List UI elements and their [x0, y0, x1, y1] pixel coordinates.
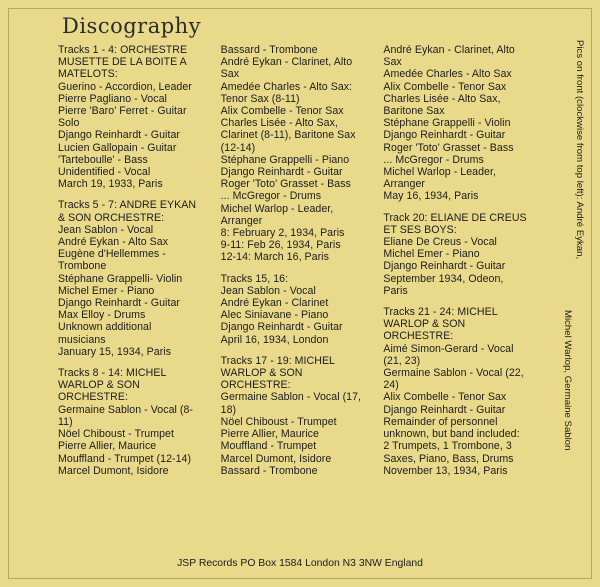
credit-line: Alix Combelle - Tenor Sax	[220, 105, 344, 118]
credit-line: Alec Siniavane - Piano	[220, 309, 329, 322]
credit-line: Sax	[383, 56, 402, 69]
credit-line: 2 Trumpets, 1 Trombone, 3	[383, 440, 512, 453]
credit-line: musicians	[58, 333, 106, 346]
credit-line: Django Reinhardt - Guitar	[220, 166, 343, 179]
credit-line: Bassard - Trombone	[220, 44, 318, 56]
credit-line: Roger 'Toto' Grasset - Bass	[383, 141, 514, 154]
credit-line: (12-14)	[220, 141, 256, 154]
credit-line: Jean Sablon - Vocal	[220, 284, 316, 297]
discography-column	[58, 44, 211, 549]
credit-line: Marcel Dumont, Isidore	[220, 452, 332, 465]
credit-line: 18)	[220, 403, 237, 416]
credit-line: Aimé Simon-Gerard - Vocal	[383, 342, 514, 355]
credit-line: MATELOTS:	[58, 68, 118, 81]
credit-line: January 15, 1934, Paris	[58, 345, 172, 358]
credit-line: Michel Warlop - Leader,	[383, 166, 496, 179]
credit-line: Mouffland - Trumpet	[220, 440, 317, 453]
credit-line: ... McGregor - Drums	[383, 153, 484, 166]
credit-line: Lucien Gallopain - Guitar	[58, 141, 177, 154]
credit-line: Tracks 1 - 4: ORCHESTRE	[58, 44, 188, 56]
credit-line: WARLOP & SON	[220, 367, 303, 380]
credit-line: 24)	[383, 379, 399, 392]
credit-line: Mouffland - Trumpet (12-14)	[58, 452, 192, 465]
credit-line: 12-14: March 16, Paris	[220, 251, 329, 264]
credit-line: WARLOP & SON	[383, 318, 466, 331]
credit-line: Amedée Charles - Alto Sax:	[220, 80, 353, 93]
credit-line: ET SES BOYS:	[383, 223, 457, 236]
credit-line: André Eykan - Clarinet	[220, 297, 329, 310]
credit-line: (21, 23)	[383, 354, 421, 367]
credit-line: Tracks 8 - 14: MICHEL	[58, 367, 167, 380]
credit-line: Stéphane Grappelli- Violin	[58, 272, 183, 285]
credit-line: ORCHESTRE:	[383, 330, 454, 343]
credit-line: Saxes, Piano, Bass, Drums	[383, 452, 514, 465]
credit-line: Max Elloy - Drums	[58, 309, 146, 322]
credit-line: André Eykan - Clarinet, Alto	[383, 44, 515, 56]
discography-column	[383, 44, 536, 549]
credit-line: Germaine Sablon - Vocal (17,	[220, 391, 362, 404]
credit-line: Germaine Sablon - Vocal (8-	[58, 403, 194, 416]
credit-line: Germaine Sablon - Vocal (22,	[383, 367, 524, 380]
credit-line: Pierre Allier, Maurice	[220, 428, 319, 441]
credit-line: Paris	[383, 284, 408, 297]
credit-line: Arranger	[220, 214, 263, 227]
credit-line: March 19, 1933, Paris	[58, 178, 163, 191]
credit-line: May 16, 1934, Paris	[383, 190, 479, 203]
credit-line: Guerino - Accordion, Leader	[58, 80, 192, 93]
credit-line: Tenor Sax (8-11)	[220, 92, 300, 105]
credit-line: Alix Combelle - Tenor Sax	[383, 80, 507, 93]
credit-line: Unidentified - Vocal	[58, 166, 151, 179]
credit-line: Nöel Chiboust - Trumpet	[220, 415, 337, 428]
cover-art-credit	[562, 40, 589, 560]
credit-line: Unknown additional	[58, 321, 152, 334]
credit-line: Tracks 15, 16:	[220, 272, 289, 285]
credit-line: Django Reinhardt - Guitar	[383, 403, 506, 416]
credit-line: Alix Combelle - Tenor Sax	[383, 391, 507, 404]
credit-line: ORCHESTRE:	[220, 379, 291, 392]
credit-line: MUSETTE DE LA BOITE A	[58, 56, 187, 69]
page-title: Discography	[62, 14, 202, 38]
credit-line: Tracks 5 - 7: ANDRE EYKAN	[58, 199, 197, 212]
cover-art-credit-line-1: Pics on front (clockwise from top left): André Eykan,	[574, 40, 585, 260]
credit-line: Remainder of personnel	[383, 415, 498, 428]
credit-line: Tracks 17 - 19: MICHEL	[220, 354, 335, 367]
credit-line: Stéphane Grappelli - Violin	[383, 117, 511, 130]
credit-line: Jean Sablon - Vocal	[58, 223, 154, 236]
credit-line: Roger 'Toto' Grasset - Bass	[220, 178, 351, 191]
credit-line: Solo	[58, 117, 80, 130]
credit-line: ORCHESTRE:	[58, 391, 128, 404]
credit-line: Arranger	[383, 178, 425, 191]
discography-columns	[58, 44, 536, 549]
credit-line: Eugène d'Hellemmes -	[58, 248, 166, 261]
credit-line: Django Reinhardt - Guitar	[383, 260, 506, 273]
credit-line: Tracks 21 - 24: MICHEL	[383, 306, 498, 319]
credit-line: Django Reinhardt - Guitar	[58, 297, 180, 310]
credit-line: Django Reinhardt - Guitar	[383, 129, 506, 142]
publisher-footer: JSP Records PO Box 1584 London N3 3NW England	[177, 558, 423, 569]
credit-line: & SON ORCHESTRE:	[58, 211, 165, 224]
discography-column	[221, 44, 374, 549]
credit-line: Django Reinhardt - Guitar	[58, 129, 180, 142]
credit-line: Clarinet (8-11), Baritone Sax	[220, 129, 356, 142]
credit-line: WARLOP & SON	[58, 379, 140, 392]
cover-art-credit-line-2: Michel Warlop, Germaine Sablon	[562, 310, 573, 451]
credit-line: Charles Lisée - Alto Sax,	[220, 117, 338, 130]
credit-line: André Eykan - Alto Sax	[58, 236, 169, 249]
credit-line: Eliane De Creus - Vocal	[383, 236, 497, 249]
credit-line: Michel Warlop - Leader,	[220, 202, 334, 215]
credit-line: April 16, 1934, London	[220, 333, 329, 346]
credit-line: Pierre Pagliano - Vocal	[58, 92, 167, 105]
credit-line: Marcel Dumont, Isidore	[58, 464, 169, 477]
credit-line: 8: February 2, 1934, Paris	[220, 227, 345, 240]
credit-line: Sax	[220, 68, 240, 81]
credit-line: Charles Lisée - Alto Sax,	[383, 92, 501, 105]
credit-line: November 13, 1934, Paris	[383, 464, 508, 477]
credit-line: Trombone	[58, 260, 107, 273]
credit-line: Pierre 'Baro' Ferret - Guitar	[58, 105, 187, 118]
credit-line: unknown, but band included:	[383, 428, 520, 441]
credit-line: Django Reinhardt - Guitar	[220, 321, 343, 334]
credit-line: Amedée Charles - Alto Sax	[383, 68, 512, 81]
credit-line: September 1934, Odeon,	[383, 272, 504, 285]
credit-line: ... McGregor - Drums	[220, 190, 322, 203]
credit-line: Bassard - Trombone	[220, 464, 318, 477]
credit-line: Baritone Sax	[383, 105, 445, 118]
credit-line: Michel Emer - Piano	[383, 248, 480, 261]
credit-line: 11)	[58, 415, 73, 428]
credit-line: 'Tarteboulle' - Bass	[58, 153, 148, 166]
credit-line: Michel Emer - Piano	[58, 284, 155, 297]
credit-line: 9-11: Feb 26, 1934, Paris	[220, 239, 341, 252]
credit-line: Stéphane Grappelli - Piano	[220, 153, 350, 166]
credit-line: Pierre Allier, Maurice	[58, 440, 157, 453]
credit-line: Nöel Chiboust - Trumpet	[58, 428, 174, 441]
credit-line: Track 20: ELIANE DE CREUS	[383, 211, 527, 224]
credit-line: André Eykan - Clarinet, Alto	[220, 56, 353, 69]
